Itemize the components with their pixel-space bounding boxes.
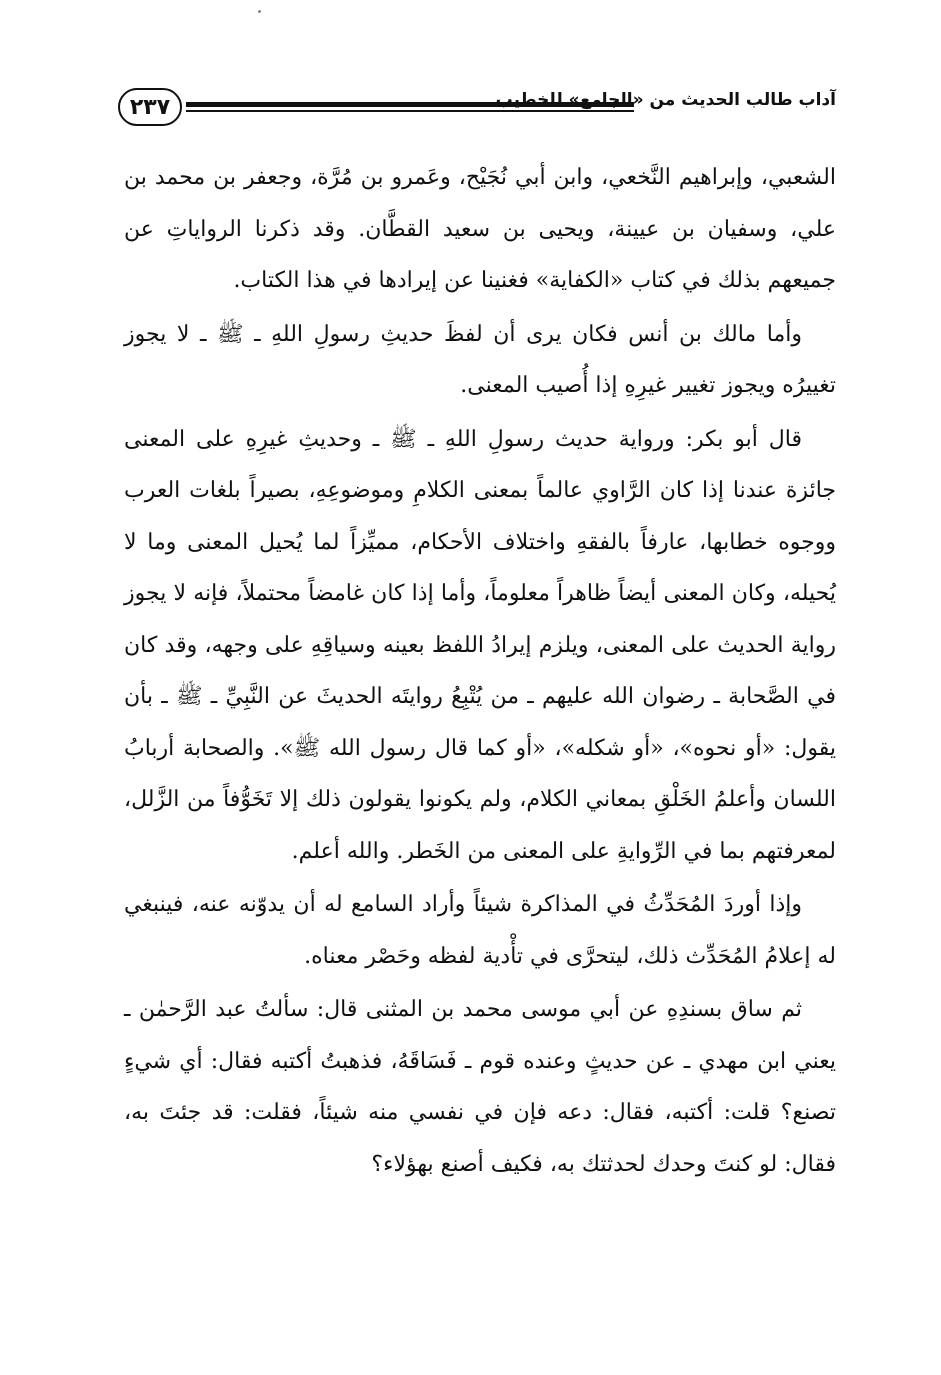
paragraph-4: وإذا أوردَ المُحَدِّثُ في المذاكرة شيئاً وأراد السامع له أن يدوّنه عنه، فينبغي له إعلامُ المُحَدِّث ذلك، ليتحرَّى في تأْدية لفظه وحَصْر معناه. (124, 892, 836, 969)
page-number-badge (118, 88, 182, 126)
paragraph-5: ثم ساق بسندِهِ عن أبي موسى محمد بن المثنى قال: سألتُ عبد الرَّحمٰن ـ يعني ابن مهدي ـ عن حديثٍ وعنده قوم ـ فَسَاقَهُ، فذهبتُ أكتبه فقال: أي شيءٍ تصنع؟ قلت: أكتبه، فقال: دعه فإن في نفسي منه شيئاً، فقلت: قد جئتَ به، فقال: لو كنتَ وحدك لحدثتك به، فكيف أصنع بهؤلاء؟ (124, 997, 836, 1177)
paragraph-3: قال أبو بكر: ورواية حديث رسولِ اللهِ ـ ﷺ ـ وحديثِ غيرِهِ على المعنى جائزة عندنا إذا كان الرَّاوي عالماً بمعنى الكلامِ وموضوعِهِ، بصيراً بلغات العرب ووجوه خطابها، عارفاً بالفقهِ واختلاف الأحكام، مميِّزاً لما يُحيل المعنى وما لا يُحيله، وكان المعنى أيضاً ظاهراً معلوماً، وأما إذا كان غامضاً محتملاً، فإنه لا يجوز رواية الحديث على المعنى، ويلزم إيرادُ اللفظ بعينه وسياقِهِ على وجهه، وقد كان في الصَّحابة ـ رضوان الله عليهم ـ من يُتْبِعُ روايتَه الحديثَ عن النَّبِيِّ ـ ﷺ ـ بأن يقول: «أو نحوه»، «أو شكله»، «أو كما قال رسول الله ﷺ». والصحابة أربابُ اللسان وأعلمُ الخَلْقِ بمعاني الكلام، ولم يكونوا يقولون ذلك إلا تَخَوُّفاً من الزَّلل، لمعرفتهم بما في الرِّوايةِ على المعنى من الخَطر. والله أعلم. (124, 426, 837, 864)
page-number: ٢٣٧ (129, 94, 171, 120)
page-header (118, 88, 836, 138)
body-text (124, 152, 836, 1190)
scan-speck (258, 10, 261, 13)
running-title: آداب طالب الحديث من «الجامع» للخطيب (495, 90, 836, 110)
header-rule-thin (186, 110, 634, 112)
paragraph-1: الشعبي، وإبراهيم النَّخعي، وابن أبي نُجَيْح، وعَمرو بن مُرَّة، وجعفر بن محمد بن علي، وسفيان بن عيينة، ويحيى بن سعيد القطَّان. وقد ذكرنا الرواياتِ عن جميعهم بذلك في كتاب «الكفاية» فغنينا عن إيرادها في هذا الكتاب. (124, 165, 836, 293)
paragraph-2: وأما مالك بن أنس فكان يرى أن لفظَ حديثِ رسولِ اللهِ ـ ﷺ ـ لا يجوز تغييرُه ويجوز تغيير غيرِهِ إذا أُصيب المعنى. (124, 321, 836, 398)
